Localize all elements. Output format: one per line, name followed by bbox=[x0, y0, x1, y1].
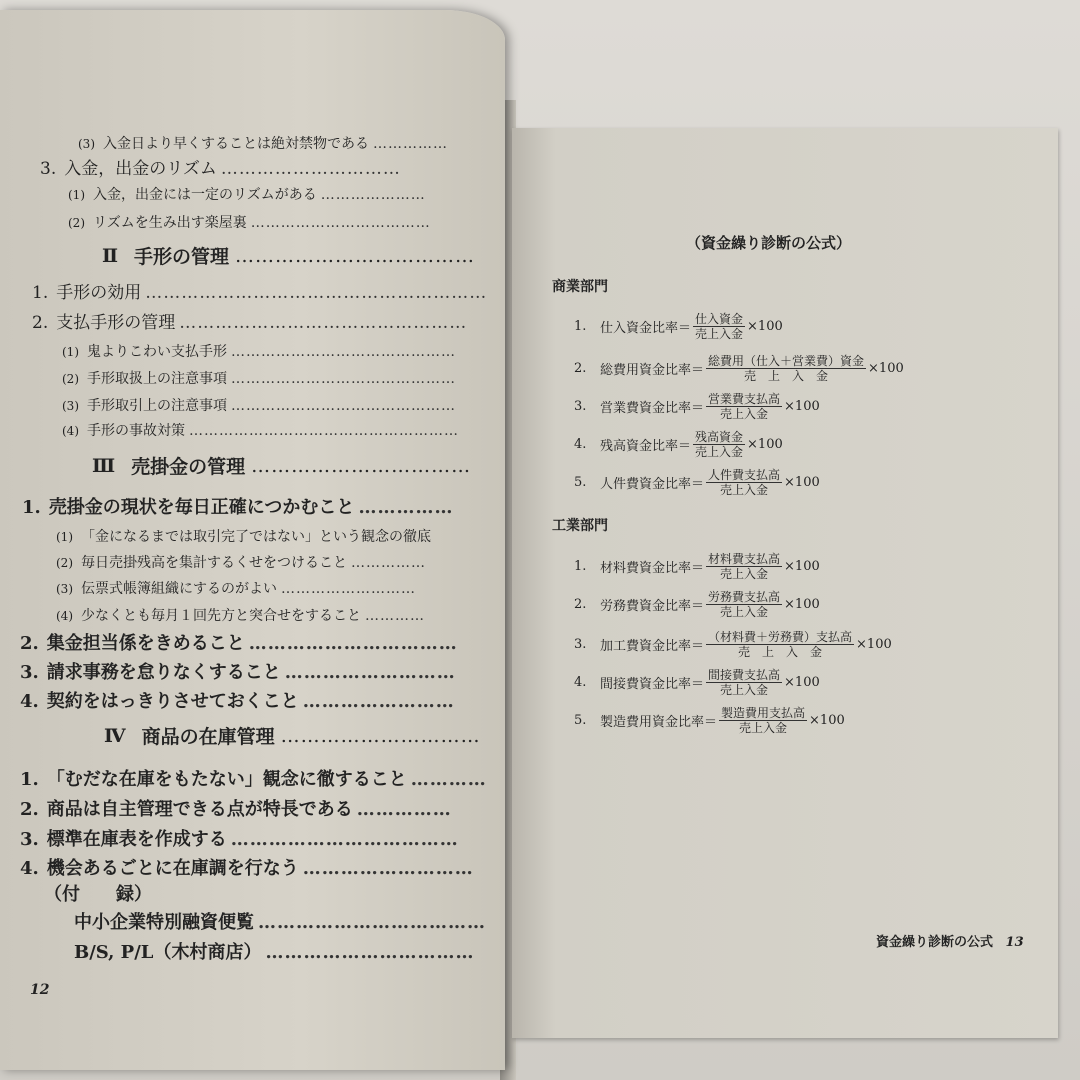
toc-entry-number: 4. bbox=[20, 858, 39, 879]
section-heading-text: 商品の在庫管理 bbox=[141, 726, 275, 748]
formula-number: 1. bbox=[574, 319, 587, 334]
formula-fraction bbox=[706, 590, 782, 619]
formula-row bbox=[574, 312, 783, 341]
toc-entry-number: 3. bbox=[40, 159, 57, 179]
appendix-leader-dots: …………………………… bbox=[265, 942, 475, 963]
toc-entry-number: 1. bbox=[22, 497, 41, 518]
formula-title: （資金繰り診断の公式） bbox=[686, 234, 852, 252]
formula-multiplier: ×100 bbox=[784, 675, 820, 690]
toc-entry-number: (1) bbox=[68, 188, 85, 202]
toc-entry bbox=[56, 552, 426, 574]
toc-entry-number: (3) bbox=[56, 582, 73, 596]
toc-entry-text: 支払手形の管理 bbox=[56, 313, 176, 333]
toc-entry-text: 売掛金の現状を毎日正確につかむこと bbox=[48, 497, 355, 518]
formula-number: 3. bbox=[574, 399, 587, 414]
running-footer bbox=[876, 931, 1024, 950]
formula-number: 4. bbox=[574, 437, 587, 452]
toc-leader-dots: …………………… bbox=[302, 691, 455, 712]
toc-entry bbox=[20, 662, 456, 684]
toc-leader-dots: ………………………………………… bbox=[179, 313, 468, 333]
formula-denominator: 売上入金 bbox=[720, 683, 769, 697]
formula-fraction bbox=[706, 468, 782, 497]
appendix-item-text: B/S, P/L（木村商店） bbox=[74, 942, 262, 963]
toc-entry bbox=[20, 858, 474, 880]
right-page bbox=[512, 128, 1058, 1038]
toc-entry bbox=[68, 212, 431, 234]
section-heading bbox=[104, 722, 481, 749]
toc-entry-number: (1) bbox=[62, 345, 79, 359]
toc-leader-dots: ……………………………………… bbox=[231, 371, 456, 387]
formula-row bbox=[574, 392, 820, 421]
formula-denominator: 売上入金 bbox=[720, 567, 769, 581]
formula-numerator: 残高資金 bbox=[695, 430, 744, 444]
formula-number: 2. bbox=[574, 597, 587, 612]
toc-entry-text: 機会あるごとに在庫調を行なう bbox=[46, 858, 299, 879]
formula-label: 加工費資金比率＝ bbox=[600, 639, 705, 654]
formula-numerator: 間接費支払高 bbox=[708, 668, 781, 682]
formula-label: 材料費資金比率＝ bbox=[600, 561, 705, 576]
toc-entry-text: 入金，出金には一定のリズムがある bbox=[93, 187, 317, 203]
toc-entry-text: 伝票式帳簿組織にするのがよい bbox=[81, 581, 277, 597]
toc-entry bbox=[78, 133, 448, 155]
toc-leader-dots: ……………………………… bbox=[250, 215, 431, 231]
toc-leader-dots: ……………………… bbox=[284, 662, 456, 683]
formula-denominator: 売 上 入 金 bbox=[744, 369, 829, 383]
toc-entry-number: 1. bbox=[32, 283, 49, 303]
toc-entry bbox=[20, 799, 452, 821]
formula-row bbox=[574, 590, 820, 619]
toc-entry bbox=[40, 158, 401, 180]
toc-entry bbox=[62, 368, 456, 390]
formula-multiplier: ×100 bbox=[856, 637, 892, 652]
formula-multiplier: ×100 bbox=[809, 713, 845, 728]
toc-entry-text: 入金，出金のリズム bbox=[64, 159, 217, 179]
toc-leader-dots: ……………………………………… bbox=[231, 344, 456, 360]
formula-fraction bbox=[693, 430, 745, 459]
toc-leader-dots: ……………………………… bbox=[230, 829, 459, 850]
appendix-label: （付 録） bbox=[44, 884, 152, 905]
toc-leader-dots: ……………………… bbox=[302, 858, 474, 879]
toc-entry-text: 入金日より早くすることは絶対禁物である bbox=[103, 136, 369, 152]
section-heading bbox=[92, 452, 471, 479]
formula-fraction bbox=[706, 668, 782, 697]
toc-leader-dots: ……………………………………………… bbox=[189, 423, 459, 439]
formula-label: 仕入資金比率＝ bbox=[600, 321, 692, 336]
formula-denominator: 売上入金 bbox=[739, 721, 788, 735]
formula-denominator: 売上入金 bbox=[695, 327, 744, 341]
formula-number: 1. bbox=[574, 559, 587, 574]
department-heading: 工業部門 bbox=[552, 518, 608, 534]
formula-row bbox=[574, 354, 904, 383]
formula-fraction bbox=[706, 630, 854, 659]
formula-denominator: 売 上 入 金 bbox=[738, 645, 823, 659]
toc-entry-text: 「むだな在庫をもたない」観念に徹すること bbox=[46, 769, 407, 790]
section-leader-dots: ………………………… bbox=[280, 724, 481, 747]
appendix-item-text: 中小企業特別融資便覧 bbox=[74, 912, 254, 933]
formula-denominator: 売上入金 bbox=[720, 407, 769, 421]
toc-entry bbox=[62, 420, 459, 442]
toc-entry-text: 手形の事故対策 bbox=[87, 423, 185, 439]
toc-entry-text: 商品は自主管理できる点が特長である bbox=[46, 799, 353, 820]
toc-entry-number: 4. bbox=[20, 691, 39, 712]
formula-row bbox=[574, 552, 820, 581]
toc-leader-dots: …………… bbox=[351, 555, 426, 571]
toc-leader-dots: …………… bbox=[358, 497, 454, 518]
toc-entry-number: 2. bbox=[32, 313, 49, 333]
formula-numerator: 材料費支払高 bbox=[708, 552, 781, 566]
formula-denominator: 売上入金 bbox=[720, 605, 769, 619]
toc-entry bbox=[20, 769, 487, 791]
toc-entry-text: 標準在庫表を作成する bbox=[46, 829, 227, 850]
appendix-item bbox=[74, 942, 474, 964]
toc-entry bbox=[56, 605, 425, 627]
formula-row bbox=[574, 430, 783, 459]
formula-multiplier: ×100 bbox=[868, 361, 904, 376]
formula-numerator: 営業費支払高 bbox=[708, 392, 781, 406]
toc-entry-number: 2. bbox=[20, 633, 39, 654]
toc-entry-text: リズムを生み出す楽屋裏 bbox=[93, 215, 247, 231]
formula-number: 5. bbox=[574, 475, 587, 490]
section-heading-text: 売掛金の管理 bbox=[131, 456, 246, 478]
appendix-item bbox=[74, 912, 486, 934]
formula-multiplier: ×100 bbox=[784, 475, 820, 490]
formula-multiplier: ×100 bbox=[784, 399, 820, 414]
formula-label: 製造費用資金比率＝ bbox=[600, 715, 718, 730]
formula-fraction bbox=[693, 312, 745, 341]
formula-multiplier: ×100 bbox=[784, 559, 820, 574]
formula-multiplier: ×100 bbox=[747, 319, 783, 334]
toc-leader-dots: …………………………… bbox=[248, 633, 458, 654]
section-leader-dots: ……………………………… bbox=[235, 244, 476, 267]
page-number-right: 13 bbox=[1005, 935, 1024, 950]
formula-label: 総費用資金比率＝ bbox=[600, 363, 705, 378]
toc-entry bbox=[20, 829, 459, 851]
toc-entry bbox=[56, 578, 416, 600]
toc-entry bbox=[20, 691, 455, 713]
toc-leader-dots: ………………………… bbox=[220, 159, 401, 179]
formula-label: 残高資金比率＝ bbox=[600, 439, 692, 454]
section-heading-text: 手形の管理 bbox=[134, 246, 230, 268]
formula-numerator: 総費用（仕入＋営業費）資金 bbox=[708, 354, 865, 368]
toc-entry bbox=[20, 633, 458, 655]
toc-entry-number: (3) bbox=[78, 137, 95, 151]
formula-row bbox=[574, 468, 820, 497]
toc-entry-text: 「金になるまでは取引完了ではない」という観念の徹底 bbox=[81, 529, 431, 545]
toc-leader-dots: ……………………… bbox=[281, 581, 416, 597]
toc-entry-text: 鬼よりこわい支払手形 bbox=[87, 344, 227, 360]
toc-entry-text: 手形取扱上の注意事項 bbox=[87, 371, 227, 387]
formula-numerator: 仕入資金 bbox=[695, 312, 744, 326]
formula-number: 4. bbox=[574, 675, 587, 690]
formula-label: 人件費資金比率＝ bbox=[600, 477, 705, 492]
formula-fraction bbox=[706, 354, 866, 383]
toc-leader-dots: ………………… bbox=[320, 187, 426, 203]
formula-numerator: 人件費支払高 bbox=[708, 468, 781, 482]
toc-entry-text: 集金担当係をきめること bbox=[46, 633, 245, 654]
formula-denominator: 売上入金 bbox=[720, 483, 769, 497]
toc-leader-dots: ………… bbox=[410, 769, 487, 790]
toc-entry-text: 手形取引上の注意事項 bbox=[87, 398, 227, 414]
formula-row bbox=[574, 706, 845, 735]
formula-number: 5. bbox=[574, 713, 587, 728]
formula-label: 営業費資金比率＝ bbox=[600, 401, 705, 416]
toc-entry-number: (3) bbox=[62, 399, 79, 413]
toc-entry-text: 手形の効用 bbox=[56, 283, 142, 303]
toc-leader-dots: ………… bbox=[365, 608, 425, 624]
toc-entry bbox=[56, 526, 435, 548]
formula-numerator: （材料費＋労務費）支払高 bbox=[708, 630, 853, 644]
formula-denominator: 売上入金 bbox=[695, 445, 744, 459]
toc-entry bbox=[62, 395, 456, 417]
formula-number: 2. bbox=[574, 361, 587, 376]
formula-fraction bbox=[719, 706, 807, 735]
toc-entry-number: 2. bbox=[20, 799, 39, 820]
toc-entry-number: (2) bbox=[62, 372, 79, 386]
appendix-leader-dots: ……………………………… bbox=[258, 912, 486, 933]
toc-entry-text: 契約をはっきりさせておくこと bbox=[46, 691, 299, 712]
formula-multiplier: ×100 bbox=[747, 437, 783, 452]
toc-leader-dots: …………… bbox=[373, 136, 448, 152]
department-heading: 商業部門 bbox=[552, 279, 608, 295]
toc-entry bbox=[68, 184, 426, 206]
formula-multiplier: ×100 bbox=[784, 597, 820, 612]
formula-label: 間接費資金比率＝ bbox=[600, 677, 705, 692]
toc-leader-dots: ………………………………………………… bbox=[145, 283, 488, 303]
formula-row bbox=[574, 668, 820, 697]
toc-entry-number: (2) bbox=[56, 556, 73, 570]
toc-entry-number: (2) bbox=[68, 216, 85, 230]
section-heading bbox=[102, 242, 475, 269]
toc-entry bbox=[62, 341, 456, 363]
toc-entry bbox=[32, 282, 487, 304]
formula-label: 労務費資金比率＝ bbox=[600, 599, 705, 614]
section-roman-numeral: Ⅳ bbox=[104, 724, 126, 747]
toc-entry-number: 3. bbox=[20, 662, 39, 683]
toc-entry bbox=[22, 497, 453, 519]
formula-numerator: 製造費用支払高 bbox=[721, 706, 806, 720]
toc-entry bbox=[32, 312, 467, 334]
section-roman-numeral: Ⅱ bbox=[102, 244, 119, 267]
toc-leader-dots: ……………………………………… bbox=[231, 398, 456, 414]
toc-entry-number: 1. bbox=[20, 769, 39, 790]
page-number-left: 12 bbox=[30, 982, 50, 998]
section-leader-dots: …………………………… bbox=[251, 454, 472, 477]
toc-entry-number: 3. bbox=[20, 829, 39, 850]
formula-fraction bbox=[706, 392, 782, 421]
toc-entry-text: 毎日売掛残高を集計するくせをつけること bbox=[81, 555, 347, 571]
toc-entry-number: (4) bbox=[56, 609, 73, 623]
running-footer-text: 資金繰り診断の公式 bbox=[876, 935, 994, 950]
toc-entry-number: (1) bbox=[56, 530, 73, 544]
formula-fraction bbox=[706, 552, 782, 581]
toc-entry-text: 請求事務を怠りなくすること bbox=[46, 662, 281, 683]
toc-entry-text: 少なくとも毎月１回先方と突合せをすること bbox=[81, 608, 361, 624]
formula-number: 3. bbox=[574, 637, 587, 652]
toc-leader-dots: …………… bbox=[356, 799, 452, 820]
section-roman-numeral: Ⅲ bbox=[92, 454, 116, 477]
toc-entry-number: (4) bbox=[62, 424, 79, 438]
formula-numerator: 労務費支払高 bbox=[708, 590, 781, 604]
formula-row bbox=[574, 630, 892, 659]
